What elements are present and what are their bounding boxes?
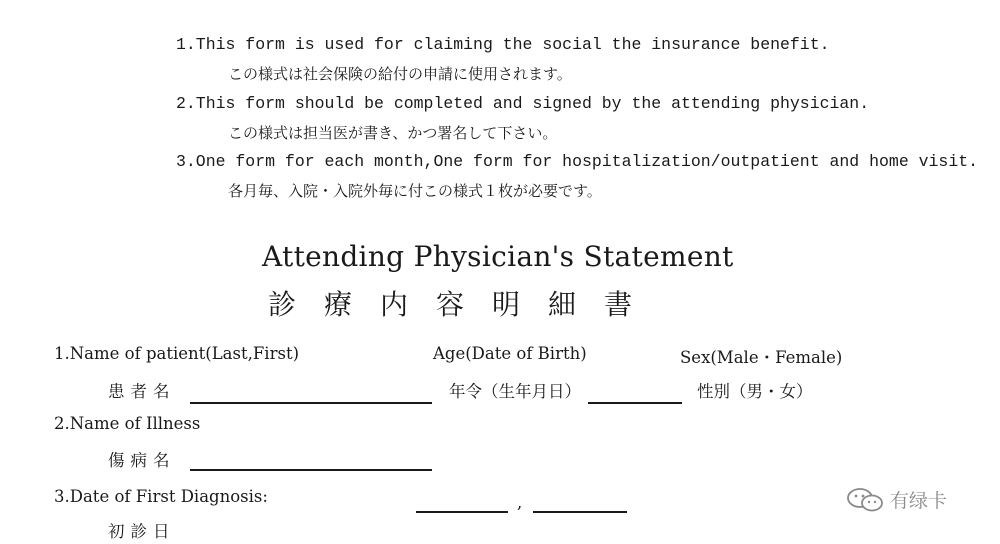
wechat-icon	[846, 487, 886, 513]
sex-label-ja: 性別（男・女）	[697, 382, 813, 401]
patient-name-label-en: 1.Name of patient(Last,First)	[54, 344, 300, 363]
patient-name-label-ja: 患者名	[108, 382, 176, 401]
illness-field[interactable]	[190, 469, 432, 471]
first-diagnosis-field-2[interactable]	[533, 511, 627, 513]
first-diagnosis-label-en: 3.Date of First Diagnosis:	[54, 487, 268, 506]
patient-name-field[interactable]	[190, 402, 432, 404]
note-2-en: 2.This form should be completed and signed by the attending physician.	[176, 94, 870, 113]
watermark-text: 有绿卡	[890, 490, 948, 512]
note-1-en: 1.This form is used for claiming the social the insurance benefit.	[176, 35, 830, 54]
illness-label-en: 2.Name of Illness	[54, 414, 201, 433]
note-3-ja: 各月毎、入院・入院外毎に付この様式１枚が必要です。	[228, 182, 602, 200]
watermark	[846, 486, 947, 513]
date-separator: ,	[517, 493, 523, 512]
age-field[interactable]	[588, 402, 682, 404]
page-title-ja: 診療内容明細書	[268, 288, 661, 321]
page-title-en: Attending Physician's Statement	[262, 240, 734, 273]
note-2-ja: この様式は担当医が書き、かつ署名して下さい。	[228, 124, 558, 142]
illness-label-ja: 傷病名	[108, 451, 176, 470]
note-1-ja: この様式は社会保険の給付の申請に使用されます。	[228, 65, 572, 83]
note-3-en: 3.One form for each month,One form for hospitalization/outpatient and home visit.	[176, 152, 979, 171]
first-diagnosis-field-1[interactable]	[416, 511, 508, 513]
age-label-en: Age(Date of Birth)	[433, 344, 587, 363]
first-diagnosis-label-ja: 初診日	[108, 522, 176, 541]
age-label-ja: 年令（生年月日）	[449, 382, 581, 401]
sex-label-en: Sex(Male・Female)	[680, 348, 843, 367]
